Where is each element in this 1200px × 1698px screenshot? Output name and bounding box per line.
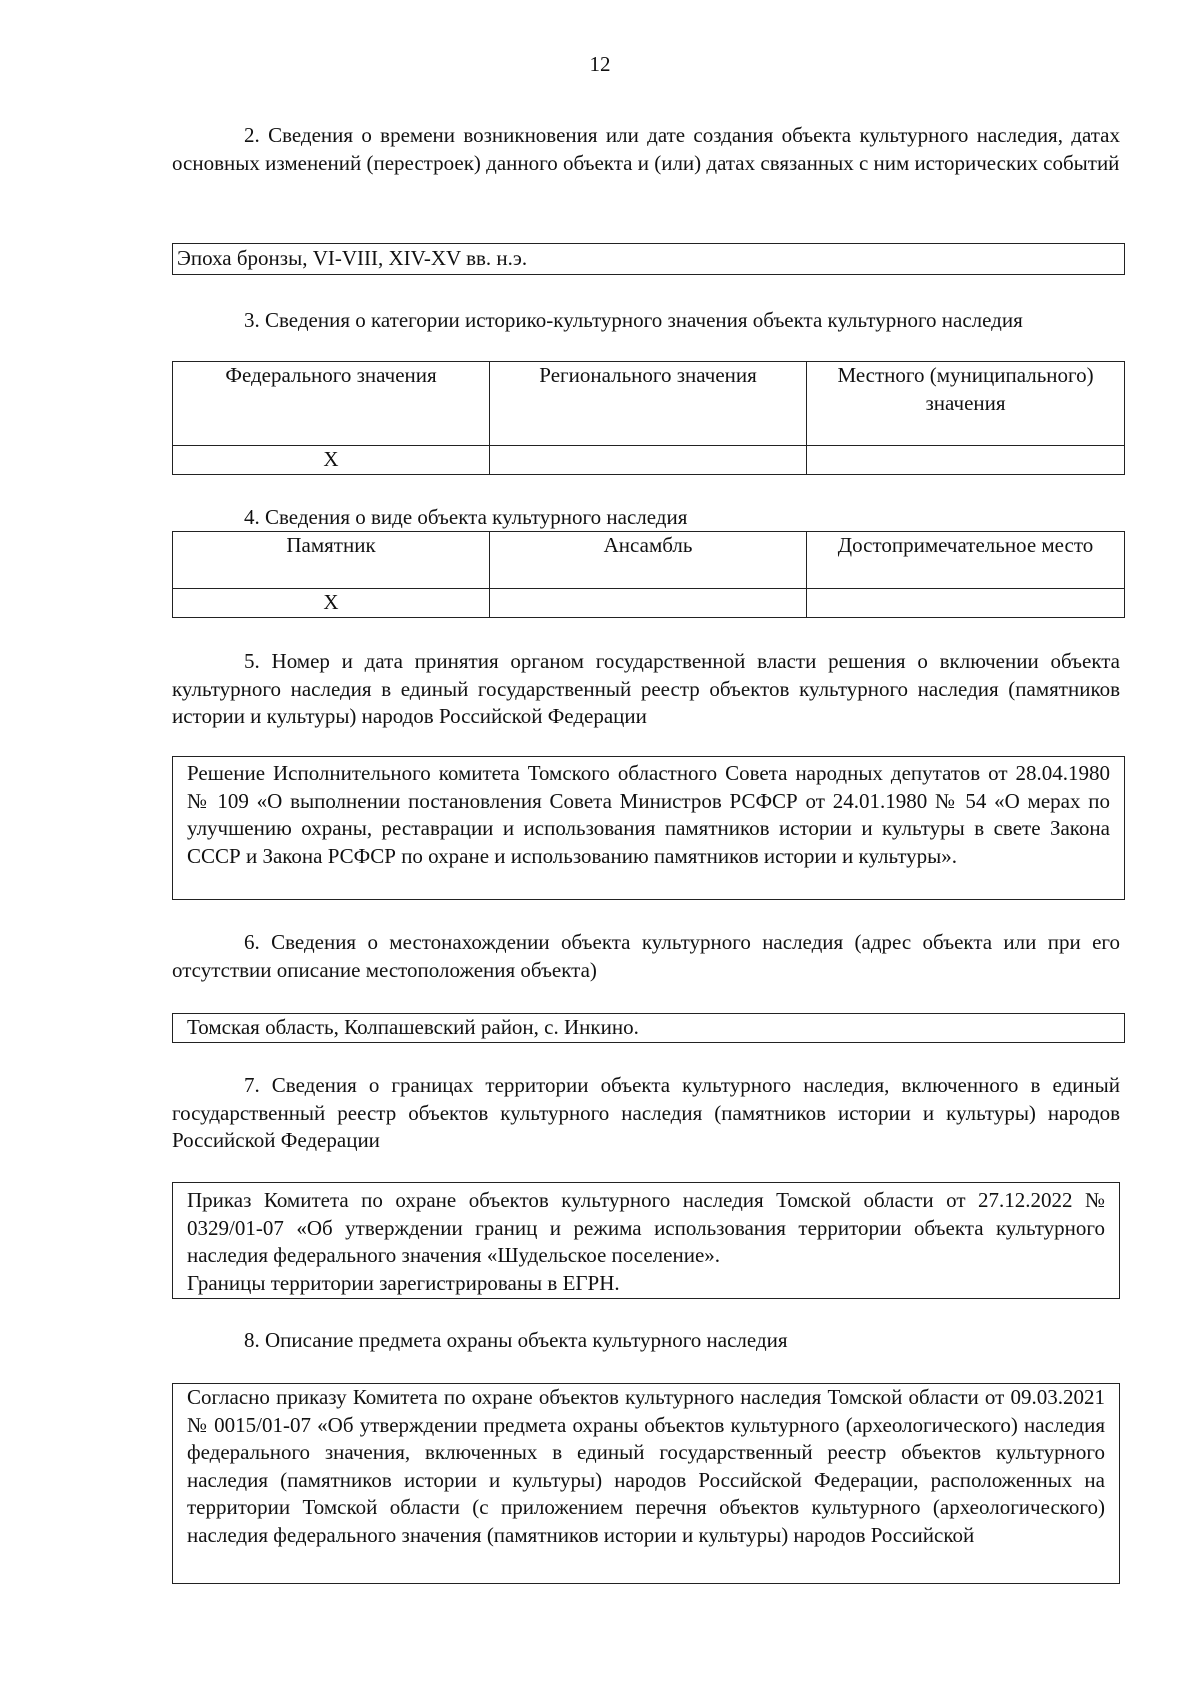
section-6-heading: [172, 929, 1120, 984]
type-table: [172, 531, 1125, 618]
section-2-value-box: [172, 243, 1125, 275]
category-col-local: Местного (муниципального) значения: [807, 362, 1125, 446]
section-6-value: Томская область, Колпашевский район, с. Инкино.: [187, 1015, 639, 1039]
type-col-ensemble: Ансамбль: [490, 532, 807, 589]
category-col-federal: Федерального значения: [173, 362, 490, 446]
section-7-value-box: [172, 1182, 1120, 1299]
category-table: [172, 361, 1125, 475]
section-8-value: Согласно приказу Комитета по охране объектов культурного наследия Томской области от 09.03.2021 № 0015/01-07 «Об утверждении предмета охраны объектов культурного (археологического) наследия федерального значения, включенных в единый государственный реестр объектов культурного наследия (памятников истории и культуры) народов Российской Федерации, расположенных на территории Томской области (с приложением перечня объектов культурного (археологического) наследия федерального значения (памятников истории и культуры) народов Российской: [187, 1385, 1105, 1547]
section-2-heading-text: 2. Сведения о времени возникновения или дате создания объекта культурного наследия, датах основных изменений (перестроек) данного объекта и (или) датах связанных с ним исторических событий: [172, 123, 1120, 175]
category-mark-local: [807, 446, 1125, 475]
section-8-heading-text: 8. Описание предмета охраны объекта культурного наследия: [244, 1328, 788, 1352]
section-3-heading: [172, 307, 1120, 335]
type-col-monument: Памятник: [173, 532, 490, 589]
section-6-heading-text: 6. Сведения о местонахождении объекта культурного наследия (адрес объекта или при его отсутствии описание местоположения объекта): [172, 930, 1120, 982]
section-2-value: Эпоха бронзы, VI-VIII, XIV-XV вв. н.э.: [177, 246, 528, 270]
category-mark-regional: [490, 446, 807, 475]
section-4-heading: [172, 504, 1120, 532]
type-mark-landmark: [807, 589, 1125, 618]
page-number: 12: [589, 52, 611, 76]
type-mark-ensemble: [490, 589, 807, 618]
category-mark-federal: Х: [173, 446, 490, 475]
section-3-heading-text: 3. Сведения о категории историко-культурного значения объекта культурного наследия: [244, 308, 1023, 332]
section-5-value: Решение Исполнительного комитета Томского областного Совета народных депутатов от 28.04.1980 № 109 «О выполнении постановления Совета Министров РСФСР от 24.01.1980 № 54 «О мерах по улучшению охраны, реставрации и использования памятников истории и культуры в свете Закона СССР и Закона РСФСР по охране и использованию памятников истории и культуры».: [187, 761, 1110, 868]
section-7-value-line2: Границы территории зарегистрированы в ЕГРН.: [187, 1270, 620, 1295]
section-7-heading: [172, 1072, 1120, 1155]
section-4-heading-text: 4. Сведения о виде объекта культурного наследия: [244, 505, 688, 529]
section-5-heading-text: 5. Номер и дата принятия органом государственной власти решения о включении объекта культурного наследия в единый государственный реестр объектов культурного наследия (памятников истории и культуры) народов Российской Федерации: [172, 649, 1120, 728]
section-8-value-box: [172, 1383, 1120, 1584]
section-2-heading: [172, 122, 1120, 177]
type-mark-monument: Х: [173, 589, 490, 618]
section-7-heading-text: 7. Сведения о границах территории объекта культурного наследия, включенного в единый государственный реестр объектов культурного наследия (памятников истории и культуры) народов Российской Федерации: [172, 1073, 1120, 1152]
section-8-heading: [172, 1327, 1120, 1355]
category-col-regional: Регионального значения: [490, 362, 807, 446]
section-7-value-line1: Приказ Комитета по охране объектов культурного наследия Томской области от 27.12.2022 № 0329/01-07 «Об утверждении границ и режима использования территории объекта культурного наследия федерального значения «Шудельское поселение».: [187, 1188, 1105, 1267]
section-6-value-box: [172, 1013, 1125, 1043]
section-5-value-box: [172, 756, 1125, 900]
section-5-heading: [172, 648, 1120, 731]
type-col-landmark: Достопримечательное место: [807, 532, 1125, 589]
